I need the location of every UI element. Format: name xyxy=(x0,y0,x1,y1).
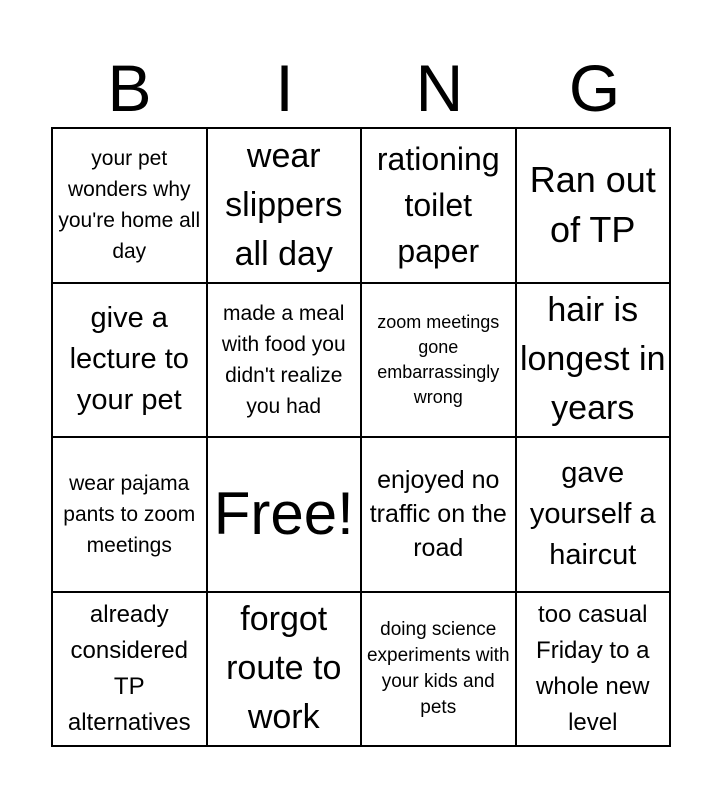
cell-text: Ran out of TP xyxy=(529,159,656,251)
bingo-cell[interactable] xyxy=(53,438,208,593)
cell-text: rationing toilet paper xyxy=(376,141,500,270)
cell-text: wear pajama pants to zoom meetings xyxy=(63,471,196,557)
cell-text: forgot route to work xyxy=(226,600,342,737)
bingo-cell[interactable] xyxy=(362,438,517,593)
header-letter-n: N xyxy=(415,51,464,125)
bingo-cell[interactable] xyxy=(362,129,517,284)
cell-text: doing science experiments with your kids and pets xyxy=(366,618,510,718)
cell-text: made a meal with food you didn't realize you had xyxy=(221,301,346,418)
cell-text: too casual Friday to a whole new level xyxy=(536,600,650,736)
bingo-cell[interactable] xyxy=(208,593,363,748)
cell-text: your pet wonders why you're home all day xyxy=(58,147,201,264)
bingo-cell[interactable] xyxy=(208,284,363,439)
bingo-cell[interactable] xyxy=(53,284,208,439)
cell-text: wear slippers all day xyxy=(225,136,343,273)
cell-text: gave yourself a haircut xyxy=(529,456,656,571)
bingo-cell[interactable] xyxy=(53,593,208,748)
bingo-header xyxy=(52,52,672,124)
bingo-cell[interactable] xyxy=(362,284,517,439)
bingo-cell[interactable] xyxy=(517,593,672,748)
bingo-cell[interactable] xyxy=(362,593,517,748)
free-space-text: Free! xyxy=(213,480,354,548)
header-letter-g: G xyxy=(568,51,621,125)
bingo-cell[interactable] xyxy=(517,284,672,439)
cell-text: enjoyed no traffic on the road xyxy=(369,466,507,563)
cell-text: already considered TP alternatives xyxy=(67,600,191,736)
cell-text: zoom meetings gone embarrassingly wrong xyxy=(377,311,500,407)
bingo-cell[interactable] xyxy=(517,438,672,593)
cell-text: hair is longest in years xyxy=(519,291,666,428)
header-letter-b: B xyxy=(107,51,152,125)
bingo-cell-free[interactable] xyxy=(208,438,363,593)
bingo-card-grid xyxy=(51,127,671,747)
bingo-cell[interactable] xyxy=(517,129,672,284)
bingo-cell[interactable] xyxy=(208,129,363,284)
bingo-cell[interactable] xyxy=(53,129,208,284)
header-letter-i: I xyxy=(275,51,294,125)
cell-text: give a lecture to your pet xyxy=(69,302,189,417)
